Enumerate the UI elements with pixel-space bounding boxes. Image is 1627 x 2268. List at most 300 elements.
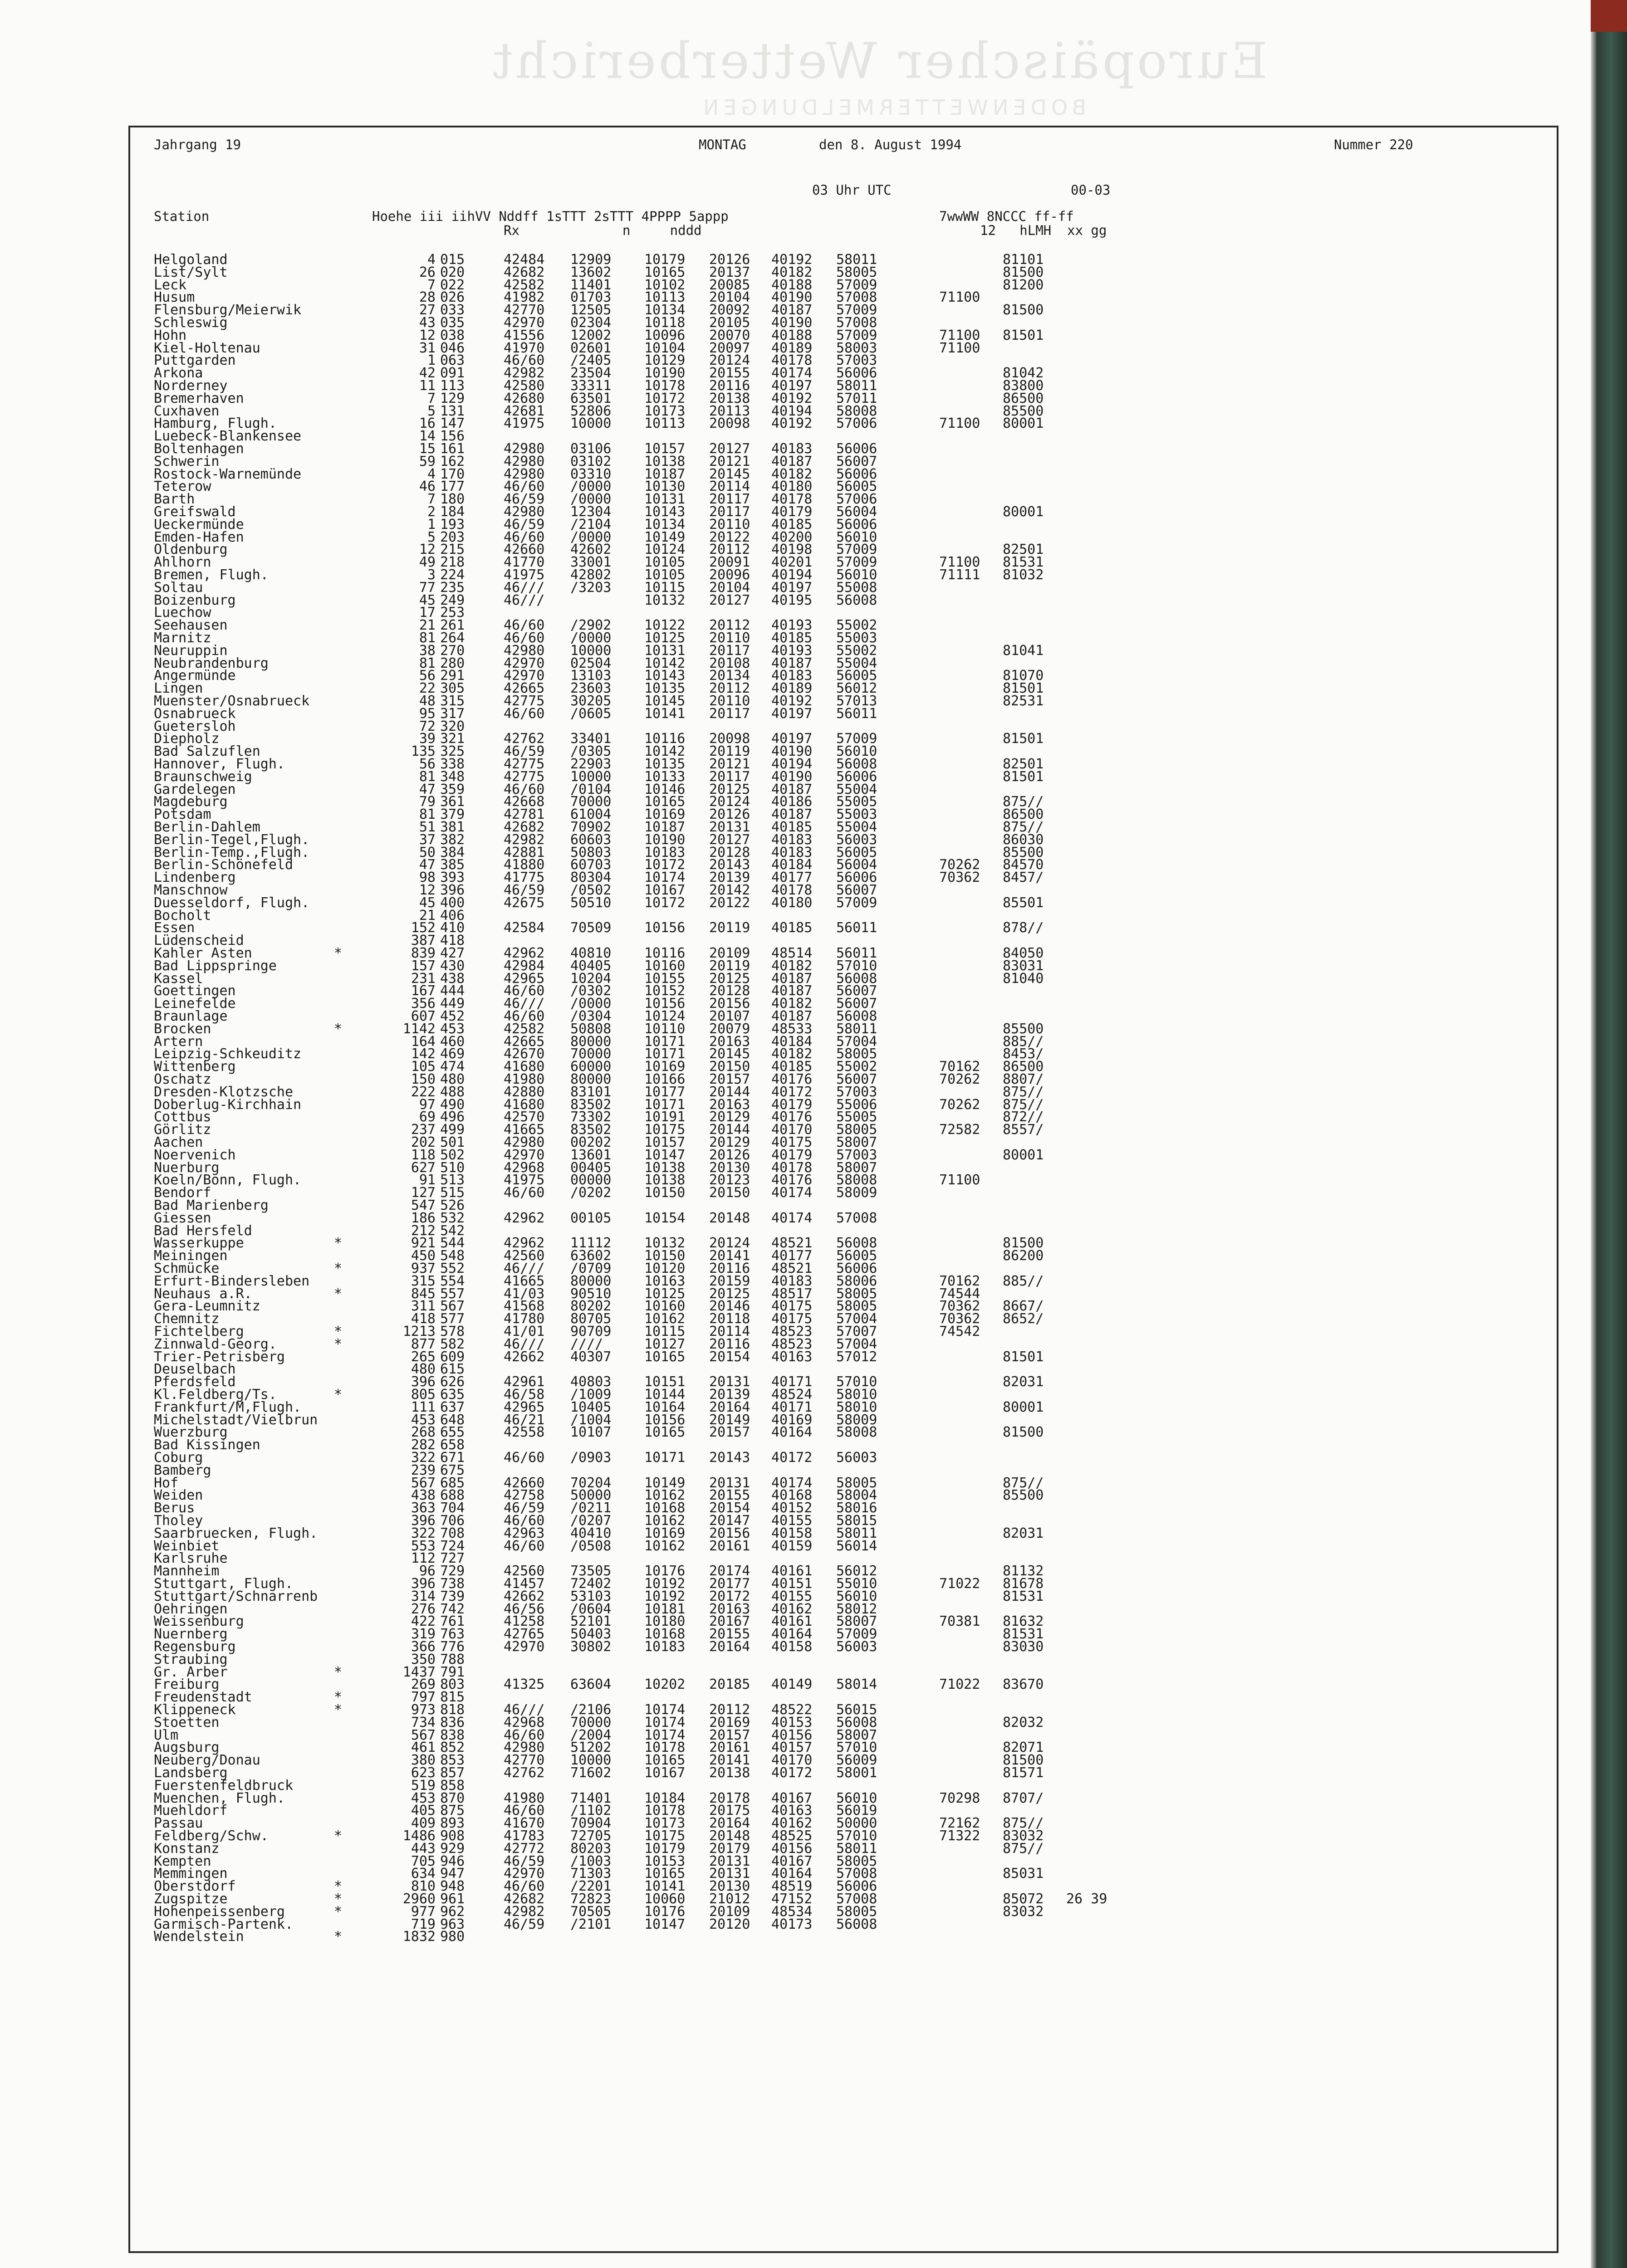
iii: 184 xyxy=(440,504,465,520)
iii: 803 xyxy=(440,1677,465,1693)
appp: 57009 xyxy=(836,731,877,747)
ttt1: 10141 xyxy=(644,1878,686,1895)
ttt2: 20125 xyxy=(709,781,750,797)
iii: 655 xyxy=(440,1424,465,1441)
station-name: Bocholt xyxy=(154,907,211,924)
iihvv: 42682 xyxy=(504,1891,545,1907)
station-name: Leck xyxy=(154,277,187,293)
nccc: 8557/ xyxy=(1003,1122,1044,1138)
ttt1: 10131 xyxy=(644,491,686,508)
appp: 57010 xyxy=(836,958,877,974)
issue-number: Nummer 220 xyxy=(1334,137,1413,152)
iii: 091 xyxy=(440,365,465,381)
iii: 544 xyxy=(440,1235,465,1251)
ttt2: 20126 xyxy=(709,1147,750,1163)
station-name: Augsburg xyxy=(154,1740,220,1756)
station-name: Mannheim xyxy=(154,1563,220,1579)
iihvv: 46/60 xyxy=(504,1538,545,1554)
hoehe: 1486 xyxy=(402,1828,436,1844)
iihvv: 42962 xyxy=(504,945,545,961)
iii: 815 xyxy=(440,1689,465,1706)
appp: 55003 xyxy=(836,807,877,823)
appp: 58005 xyxy=(836,1046,877,1062)
hoehe: 14 xyxy=(419,428,436,445)
ttt1: 10142 xyxy=(644,743,686,760)
ttt2: 20117 xyxy=(709,768,750,785)
hoehe: 31 xyxy=(419,340,436,356)
appp: 57009 xyxy=(836,302,877,318)
ttt2: 20161 xyxy=(709,1538,750,1554)
nddff: 02304 xyxy=(570,315,612,331)
appp: 56007 xyxy=(836,983,877,999)
pppp: 40158 xyxy=(771,1525,813,1541)
mountain-mark: * xyxy=(334,1702,343,1718)
station-name: Essen xyxy=(154,920,195,936)
iihvv: 46/59 xyxy=(504,491,545,508)
ttt2: 20144 xyxy=(709,1122,750,1138)
iii: 671 xyxy=(440,1450,465,1466)
station-name: Barth xyxy=(154,491,195,508)
nccc: 885// xyxy=(1003,1273,1044,1289)
nccc: 81501 xyxy=(1003,1349,1044,1365)
station-name: Hohn xyxy=(154,327,187,343)
ttt1: 10167 xyxy=(644,882,686,898)
mountain-mark: * xyxy=(334,1235,343,1251)
iii: 567 xyxy=(440,1298,465,1315)
ttt1: 10165 xyxy=(644,1424,686,1441)
ttt1: 10156 xyxy=(644,996,686,1012)
nddff: 63602 xyxy=(570,1248,612,1264)
station-name: Lindenberg xyxy=(154,870,236,886)
nccc: 8667/ xyxy=(1003,1298,1044,1315)
ttt2: 20150 xyxy=(709,1059,750,1075)
ttt2: 20167 xyxy=(709,1613,750,1630)
ttt2: 20131 xyxy=(709,1853,750,1869)
ttt1: 10060 xyxy=(644,1891,686,1907)
hoehe: 111 xyxy=(411,1399,436,1415)
ttt1: 10125 xyxy=(644,1286,686,1302)
station-name: Potsdam xyxy=(154,807,211,823)
nccc: 82531 xyxy=(1003,693,1044,709)
ttt2: 20138 xyxy=(709,390,750,406)
column-header-weather: 7wwWW 8NCCC ff-ff xyxy=(939,209,1074,224)
pppp: 40168 xyxy=(771,1487,813,1504)
pppp: 40161 xyxy=(771,1613,813,1630)
ttt1: 10145 xyxy=(644,693,686,709)
station-name: Neuhaus a.R. xyxy=(154,1286,252,1302)
station-name: Giessen xyxy=(154,1210,211,1226)
iihvv: 41980 xyxy=(504,1790,545,1806)
nddff: 50403 xyxy=(570,1626,612,1642)
pppp: 40170 xyxy=(771,1122,813,1138)
nddff: /0709 xyxy=(570,1261,612,1276)
iii: 548 xyxy=(440,1248,465,1264)
appp: 58005 xyxy=(836,264,877,280)
nddff: 80000 xyxy=(570,1273,612,1289)
nddff: 72402 xyxy=(570,1576,612,1592)
iihvv: 46/56 xyxy=(504,1601,545,1617)
wwww: 71022 xyxy=(939,1576,980,1592)
ttt2: 20131 xyxy=(709,1866,750,1882)
nddff: 72823 xyxy=(570,1891,612,1907)
iii: 788 xyxy=(440,1651,465,1667)
ttt2: 20124 xyxy=(709,1235,750,1251)
ttt2: 20129 xyxy=(709,1109,750,1125)
appp: 57008 xyxy=(836,1866,877,1882)
appp: 58009 xyxy=(836,1185,877,1201)
nddff: 71602 xyxy=(570,1765,612,1781)
iii: 947 xyxy=(440,1866,465,1882)
pppp: 40187 xyxy=(771,970,813,987)
observation-period: 00-03 xyxy=(1071,182,1111,198)
station-name: Luechow xyxy=(154,605,211,621)
station-name: Seehausen xyxy=(154,617,228,634)
wwww: 71100 xyxy=(939,415,980,432)
ttt2: 20150 xyxy=(709,1185,750,1201)
ttt2: 20163 xyxy=(709,1096,750,1113)
station-name: Meiningen xyxy=(154,1248,228,1264)
hoehe: 519 xyxy=(411,1777,436,1794)
ttt2: 20125 xyxy=(709,970,750,987)
appp: 56014 xyxy=(836,1538,877,1554)
observation-time: 03 Uhr UTC xyxy=(812,182,892,198)
ttt2: 20104 xyxy=(709,579,750,596)
pppp: 40183 xyxy=(771,831,813,848)
appp: 56006 xyxy=(836,870,877,886)
appp: 56007 xyxy=(836,453,877,469)
ttt1: 10149 xyxy=(644,529,686,545)
appp: 57004 xyxy=(836,1033,877,1050)
nddff: 03310 xyxy=(570,466,612,482)
nddff: 11401 xyxy=(570,277,612,293)
ttt1: 10175 xyxy=(644,1828,686,1844)
appp: 58005 xyxy=(836,1122,877,1138)
ttt1: 10178 xyxy=(644,1740,686,1756)
hoehe: 450 xyxy=(411,1248,436,1264)
appp: 57003 xyxy=(836,1084,877,1100)
iihvv: 42970 xyxy=(504,668,545,684)
iii: 406 xyxy=(440,907,465,924)
nddff: 10000 xyxy=(570,415,612,432)
iii: 578 xyxy=(440,1324,465,1339)
ttt1: 10150 xyxy=(644,1248,686,1264)
nddff: 10204 xyxy=(570,970,612,987)
iii: 162 xyxy=(440,453,465,469)
mountain-mark: * xyxy=(334,1891,343,1907)
iihvv: 41770 xyxy=(504,554,545,571)
pppp: 40184 xyxy=(771,1033,813,1050)
appp: 58007 xyxy=(836,1159,877,1176)
nddff: /0202 xyxy=(570,1185,612,1201)
mountain-mark: * xyxy=(334,1878,343,1895)
station-name: Brocken xyxy=(154,1021,211,1037)
hoehe: 567 xyxy=(411,1475,436,1491)
station-name: Trier-Petrisberg xyxy=(154,1349,285,1365)
ttt1: 10166 xyxy=(644,1071,686,1087)
nccc: 83032 xyxy=(1003,1828,1044,1844)
nddff: 71303 xyxy=(570,1866,612,1882)
pppp: 40169 xyxy=(771,1412,813,1428)
ttt2: 20169 xyxy=(709,1714,750,1730)
nddff: 40810 xyxy=(570,945,612,961)
wwww: 71322 xyxy=(939,1828,980,1844)
iii: 490 xyxy=(440,1096,465,1113)
appp: 58005 xyxy=(836,1475,877,1491)
wwww: 71100 xyxy=(939,327,980,343)
nddff: 42802 xyxy=(570,567,612,583)
nddff: /0000 xyxy=(570,491,612,508)
ttt2: 20110 xyxy=(709,630,750,646)
iihvv: 42662 xyxy=(504,1588,545,1604)
nddff: 63501 xyxy=(570,390,612,406)
station-name: Duesseldorf, Flugh. xyxy=(154,894,310,911)
station-name: Braunlage xyxy=(154,1008,228,1024)
iihvv: 42980 xyxy=(504,453,545,469)
pppp: 40185 xyxy=(771,1059,813,1075)
iii: 648 xyxy=(440,1412,465,1428)
ttt2: 20118 xyxy=(709,1311,750,1327)
nddff: 00105 xyxy=(570,1210,612,1226)
nddff: /2201 xyxy=(570,1878,612,1895)
nddff: 80202 xyxy=(570,1298,612,1315)
ttt1: 10122 xyxy=(644,617,686,634)
ttt2: 20079 xyxy=(709,1021,750,1037)
station-name: Frankfurt/M,Flugh. xyxy=(154,1399,302,1415)
station-name: Weinbiet xyxy=(154,1538,220,1554)
ttt2: 20179 xyxy=(709,1840,750,1857)
appp: 56005 xyxy=(836,1248,877,1264)
iihvv: 46/60 xyxy=(504,1450,545,1466)
station-name: Cuxhaven xyxy=(154,403,220,419)
pppp: 40190 xyxy=(771,768,813,785)
nccc: 875// xyxy=(1003,1096,1044,1113)
appp: 58016 xyxy=(836,1500,877,1516)
pppp: 40161 xyxy=(771,1563,813,1579)
iii: 480 xyxy=(440,1071,465,1087)
ttt2: 20139 xyxy=(709,1387,750,1403)
appp: 58008 xyxy=(836,1424,877,1441)
hoehe: 5 xyxy=(427,403,436,419)
ttt1: 10134 xyxy=(644,302,686,318)
hoehe: 39 xyxy=(419,731,436,747)
nddff: 52806 xyxy=(570,403,612,419)
hoehe: 51 xyxy=(419,819,436,835)
appp: 57010 xyxy=(836,1828,877,1844)
pppp: 40174 xyxy=(771,1475,813,1491)
iihvv: 42580 xyxy=(504,378,545,394)
ttt2: 20085 xyxy=(709,277,750,293)
iihvv: 41975 xyxy=(504,1172,545,1188)
appp: 58012 xyxy=(836,1601,877,1617)
nddff: /0903 xyxy=(570,1450,612,1466)
station-name: Karlsruhe xyxy=(154,1550,228,1567)
pppp: 40195 xyxy=(771,592,813,608)
nddff: /1102 xyxy=(570,1803,612,1819)
ttt1: 10174 xyxy=(644,1714,686,1730)
iihvv: 42660 xyxy=(504,1475,545,1491)
station-name: Fuerstenfeldbruck xyxy=(154,1777,294,1794)
ttt1: 10143 xyxy=(644,668,686,684)
nddff: 12505 xyxy=(570,302,612,318)
ttt2: 20145 xyxy=(709,1046,750,1062)
wwww: 70362 xyxy=(939,1298,980,1315)
nddff: /0605 xyxy=(570,705,612,722)
station-name: Emden-Hafen xyxy=(154,529,244,545)
appp: 56008 xyxy=(836,592,877,608)
ttt2: 20129 xyxy=(709,1134,750,1150)
wwww: 70362 xyxy=(939,870,980,886)
ttt2: 20109 xyxy=(709,945,750,961)
nccc: 875// xyxy=(1003,819,1044,835)
iihvv: 46/58 xyxy=(504,1387,545,1403)
ttt2: 20155 xyxy=(709,365,750,381)
jahrgang: Jahrgang 19 xyxy=(154,137,241,152)
station-name: Berlin-Tegel,Flugh. xyxy=(154,831,310,848)
iii: 980 xyxy=(440,1929,465,1945)
appp: 58011 xyxy=(836,1525,877,1541)
ttt2: 20098 xyxy=(709,415,750,432)
hoehe: 98 xyxy=(419,870,436,886)
appp: 56006 xyxy=(836,441,877,457)
appp: 57009 xyxy=(836,554,877,571)
nccc: 82032 xyxy=(1003,1714,1044,1730)
mountain-mark: * xyxy=(334,1903,343,1920)
station-name: Nuernberg xyxy=(154,1626,228,1642)
wwww: 71100 xyxy=(939,1172,980,1188)
station-name: Marnitz xyxy=(154,630,211,646)
hoehe: 269 xyxy=(411,1677,436,1693)
ttt2: 20112 xyxy=(709,1702,750,1718)
iii: 305 xyxy=(440,680,465,697)
iii: 249 xyxy=(440,592,465,608)
station-name: Berlin-Temp.,Flugh. xyxy=(154,844,310,860)
hoehe: 212 xyxy=(411,1222,436,1239)
station-name: Ahlhorn xyxy=(154,554,211,571)
nccc: 82501 xyxy=(1003,542,1044,558)
ttt2: 20131 xyxy=(709,1374,750,1390)
column-header-weather-sub: 12 hLMH xx gg xyxy=(980,223,1107,238)
pppp: 40182 xyxy=(771,264,813,280)
nccc: 85500 xyxy=(1003,844,1044,860)
appp: 57004 xyxy=(836,1336,877,1352)
nccc: 81041 xyxy=(1003,642,1044,659)
nddff: /2101 xyxy=(570,1916,612,1932)
ttt1: 10152 xyxy=(644,983,686,999)
iihvv: 46/59 xyxy=(504,1500,545,1516)
hoehe: 167 xyxy=(411,983,436,999)
pppp: 40178 xyxy=(771,352,813,369)
ttt1: 10178 xyxy=(644,378,686,394)
station-name: Schwerin xyxy=(154,453,220,469)
wwww: 71111 xyxy=(939,567,980,583)
iihvv: 41680 xyxy=(504,1096,545,1113)
nccc: 81042 xyxy=(1003,365,1044,381)
ttt2: 20146 xyxy=(709,1298,750,1315)
appp: 56015 xyxy=(836,1702,877,1718)
hoehe: 396 xyxy=(411,1576,436,1592)
nddff: 42602 xyxy=(570,542,612,558)
hoehe: 7 xyxy=(427,491,436,508)
ttt2: 20126 xyxy=(709,807,750,823)
ttt2: 20137 xyxy=(709,264,750,280)
wwww: 71100 xyxy=(939,289,980,306)
mountain-mark: * xyxy=(334,1387,343,1403)
ttt1: 10141 xyxy=(644,705,686,722)
ttt2: 20159 xyxy=(709,1273,750,1289)
iii: 129 xyxy=(440,390,465,406)
pppp: 40192 xyxy=(771,390,813,406)
wwww: 70381 xyxy=(939,1613,980,1630)
ttt2: 20174 xyxy=(709,1563,750,1579)
hoehe: 49 xyxy=(419,554,436,571)
nddff: 73302 xyxy=(570,1109,612,1125)
mountain-mark: * xyxy=(334,1261,343,1276)
appp: 58003 xyxy=(836,340,877,356)
iihvv: 42880 xyxy=(504,1084,545,1100)
nccc: 86500 xyxy=(1003,390,1044,406)
pppp: 48533 xyxy=(771,1021,813,1037)
iii: 963 xyxy=(440,1916,465,1932)
appp: 57010 xyxy=(836,1740,877,1756)
ttt1: 10172 xyxy=(644,857,686,873)
ttt2: 20122 xyxy=(709,529,750,545)
appp: 55004 xyxy=(836,819,877,835)
iii: 626 xyxy=(440,1374,465,1390)
nccc: 80001 xyxy=(1003,504,1044,520)
ttt2: 20143 xyxy=(709,1450,750,1466)
ttt2: 20114 xyxy=(709,479,750,495)
iihvv: 41975 xyxy=(504,567,545,583)
iihvv: 46/21 xyxy=(504,1412,545,1428)
hoehe: 72 xyxy=(419,718,436,734)
pppp: 40183 xyxy=(771,441,813,457)
station-name: Tholey xyxy=(154,1513,203,1529)
nddff: /0305 xyxy=(570,743,612,760)
iihvv: 42670 xyxy=(504,1046,545,1062)
ttt1: 10168 xyxy=(644,1500,686,1516)
ttt2: 20139 xyxy=(709,870,750,886)
iihvv: 46/// xyxy=(504,1336,545,1352)
nccc: 885// xyxy=(1003,1033,1044,1050)
iihvv: 41457 xyxy=(504,1576,545,1592)
appp: 56003 xyxy=(836,1639,877,1655)
pppp: 40192 xyxy=(771,415,813,432)
iii: 315 xyxy=(440,693,465,709)
station-name: Ueckermünde xyxy=(154,516,244,533)
nddff: 50000 xyxy=(570,1487,612,1504)
appp: 57009 xyxy=(836,1626,877,1642)
ttt2: 20178 xyxy=(709,1790,750,1806)
iii: 438 xyxy=(440,970,465,987)
nddff: /0508 xyxy=(570,1538,612,1554)
hoehe: 222 xyxy=(411,1084,436,1100)
station-name: Regensburg xyxy=(154,1639,236,1655)
hoehe: 37 xyxy=(419,831,436,848)
iihvv: 42682 xyxy=(504,819,545,835)
iihvv: 42982 xyxy=(504,1903,545,1920)
iii: 015 xyxy=(440,252,465,268)
ttt2: 20104 xyxy=(709,289,750,306)
hoehe: 1213 xyxy=(402,1324,436,1339)
ttt1: 10176 xyxy=(644,1563,686,1579)
appp: 58008 xyxy=(836,1172,877,1188)
nddff: 22903 xyxy=(570,756,612,772)
iii: 552 xyxy=(440,1261,465,1276)
iihvv: 42970 xyxy=(504,1147,545,1163)
pppp: 40164 xyxy=(771,1866,813,1882)
nccc: 81531 xyxy=(1003,1588,1044,1604)
ttt1: 10184 xyxy=(644,1790,686,1806)
